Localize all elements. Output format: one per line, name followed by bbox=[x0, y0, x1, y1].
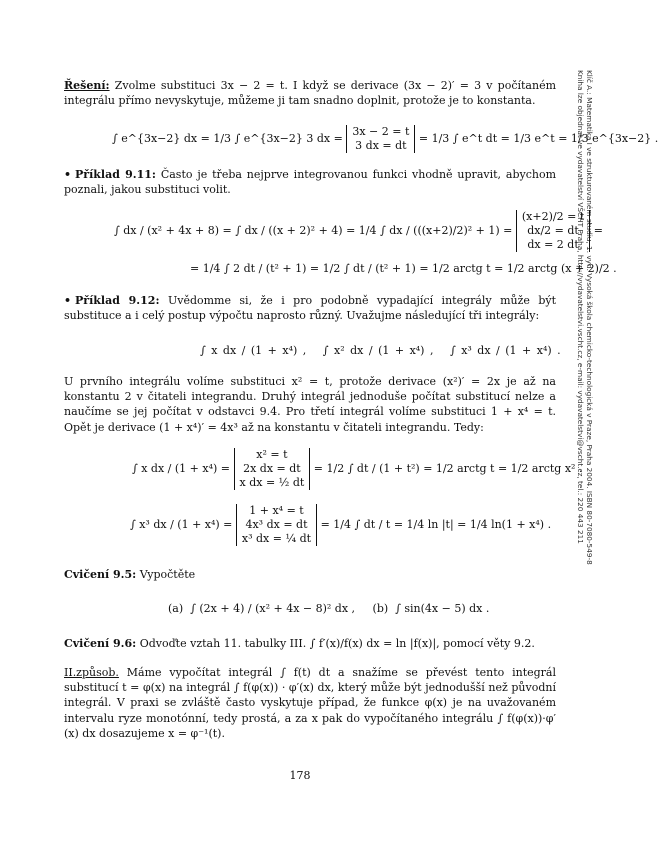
solution-label: Řešení: bbox=[64, 79, 110, 92]
eq4-sub-1: x² = t bbox=[256, 448, 288, 461]
eq5-sub-3: x³ dx = ¼ dt bbox=[241, 532, 312, 545]
exercise-9-5-label: Cvičení 9.5: bbox=[64, 568, 137, 581]
solution-text: Zvolme substituci 3x − 2 = t. I když se derivace (3x − 2)′ = 3 v počítaném integrálu přímo nevyskytuje, můžeme ji tam snadno doplnit, protože je to konstanta. bbox=[64, 79, 557, 108]
method-2-paragraph bbox=[64, 665, 556, 741]
eq4-sub-2: 2x dx = dt bbox=[243, 462, 301, 475]
eq5-substitution bbox=[236, 504, 317, 546]
solution-paragraph bbox=[64, 78, 556, 108]
eq4-substitution bbox=[234, 448, 311, 490]
eq4-rhs: = 1/2 ∫ dt / (1 + t²) = 1/2 arctg t = 1/2 arctg x² . bbox=[313, 462, 583, 475]
eq3-integral-2: ∫ x² dx / (1 + x⁴) , bbox=[322, 344, 434, 357]
eq1-sub-bottom: 3 dx = dt bbox=[355, 139, 407, 152]
eq1-substitution bbox=[346, 125, 415, 153]
exercise-9-5-a-label: (a) bbox=[168, 602, 184, 615]
citation-line-2: Kniha lze objednat ve vydavatelství VŠCHT Praha, http://vydavatelstvi.vscht.cz, e-mail: vydavatelstvi@vscht.cz, tel.: 220 443 211 bbox=[576, 70, 585, 544]
eq5-lhs: ∫ x³ dx / (1 + x⁴) = bbox=[130, 518, 233, 531]
equation-2-line-1 bbox=[114, 206, 603, 256]
citation-line-1: Klíč A.: Matematika I ve strukturovaném studiu, 1. vyd. Vysoká škola chemicko-technologická v Praze, Praha 2004. ISBN 80-7080-549-8 bbox=[585, 70, 594, 565]
eq1-sub-top: 3x − 2 = t bbox=[352, 125, 410, 138]
equation-3 bbox=[200, 335, 561, 367]
exercise-9-5-b-expr: ∫ sin(4x − 5) dx . bbox=[395, 602, 490, 615]
example-9-12-label: Příklad 9.12: bbox=[75, 294, 160, 307]
eq3-integral-1: ∫ x dx / (1 + x⁴) , bbox=[200, 344, 307, 357]
equation-5 bbox=[130, 502, 551, 548]
page-number: 178 bbox=[289, 769, 311, 782]
eq1-lhs: ∫ e^{3x−2} dx = 1/3 ∫ e^{3x−2} 3 dx = bbox=[112, 132, 343, 145]
eq4-lhs: ∫ x dx / (1 + x⁴) = bbox=[132, 462, 230, 475]
eq2-line1-end: = bbox=[593, 224, 603, 237]
example-9-11-text: Často je třeba nejprve integrovanou funkci vhodně upravit, abychom poznali, jakou substituci volit. bbox=[64, 168, 557, 197]
eq2-substitution bbox=[516, 210, 590, 252]
exercise-9-5-text: Vypočtěte bbox=[139, 568, 196, 581]
equation-4 bbox=[132, 446, 582, 492]
method-2-text: Máme vypočítat integrál ∫ f(t) dt a snažíme se převést tento integrál substitucí t = φ(x) na integrál ∫ f(φ(x)) · φ′(x) dx, který může být jednodušší než původní integrál. V praxi se zvláště často vyskytuje případ, že funkce φ(x) je na uvažovaném intervalu ryze monotónní, tedy prostá, a za x pak do vypočítaného integrálu ∫ f(φ(x))·φ′(x) dx dosazujeme x = φ⁻¹(t). bbox=[64, 666, 557, 740]
method-2-label: II.způsob. bbox=[64, 666, 119, 679]
eq2-sub-1: (x+2)/2 = t bbox=[521, 210, 585, 223]
first-integral-text: U prvního integrálu volíme substituci x² = t, protože derivace (x²)′ = 2x je až na konstantu 2 v čitateli integrandu. Druhý integrál jednoduše počítat substitucí nelze a naučíme se jej počítat v odstavci 9.4. Pro třetí integrál volíme substituci 1 + x⁴ = t. Opět je derivace (1 + x⁴)′ = 4x³ až na konstantu v čitateli integrandu. Tedy: bbox=[64, 375, 556, 434]
exercise-9-5-paragraph bbox=[64, 567, 556, 582]
example-9-11-label: Příklad 9.11: bbox=[75, 168, 156, 181]
eq2-line2: = 1/4 ∫ 2 dt / (t² + 1) = 1/2 ∫ dt / (t² + 1) = 1/2 arctg t = 1/2 arctg (x + 2)/2 . bbox=[190, 262, 617, 275]
eq1-rhs: = 1/3 ∫ e^t dt = 1/3 e^t = 1/3 e^{3x−2} . bbox=[418, 132, 658, 145]
example-9-11-paragraph: • Příklad 9.11: Často je třeba nejprve integrovanou funkci vhodně upravit, abychom poznali, jakou substituci volit. bbox=[64, 168, 557, 197]
exercise-9-5-items bbox=[168, 594, 489, 624]
exercise-9-5-a-expr: ∫ (2x + 4) / (x² + 4x − 8)² dx , bbox=[190, 602, 356, 615]
exercise-9-6-text: Odvoďte vztah 11. tabulky III. ∫ f′(x)/f(x) dx = ln |f(x)|, pomocí věty 9.2. bbox=[139, 637, 535, 650]
exercise-9-6-paragraph bbox=[64, 636, 556, 651]
eq5-sub-2: 4x³ dx = dt bbox=[245, 518, 308, 531]
eq4-sub-3: x dx = ½ dt bbox=[239, 476, 305, 489]
eq2-line1-b: = ∫ dx / ((x + 2)² + 4) = 1/4 ∫ dx / (((x+2)/2)² + 1) = bbox=[222, 224, 513, 237]
exercise-9-6-label: Cvičení 9.6: bbox=[64, 637, 137, 650]
equation-2-line-2 bbox=[190, 258, 617, 280]
eq5-sub-1: 1 + x⁴ = t bbox=[249, 504, 304, 517]
eq5-rhs: = 1/4 ∫ dt / t = 1/4 ln |t| = 1/4 ln(1 + x⁴) . bbox=[320, 518, 552, 531]
eq2-sub-2: dx/2 = dt bbox=[527, 224, 579, 237]
example-9-12-paragraph: • Příklad 9.12: Uvědomme si, že i pro podobně vypadající integrály může být substituce a i celý postup výpočtu naprosto různý. Uvažujme následující tři integrály: bbox=[64, 294, 557, 323]
exercise-9-5-b-label: (b) bbox=[372, 602, 389, 615]
eq3-integral-3: ∫ x³ dx / (1 + x⁴) . bbox=[449, 344, 561, 357]
eq2-line1-a: ∫ dx / (x² + 4x + 8) bbox=[114, 224, 219, 237]
example-9-12-text: Uvědomme si, že i pro podobně vypadající integrály může být substituce a i celý postup výpočtu naprosto různý. Uvažujme následující tři integrály: bbox=[64, 294, 557, 323]
first-integral-paragraph bbox=[64, 374, 556, 435]
eq2-sub-3: dx = 2 dt bbox=[527, 238, 579, 251]
equation-1 bbox=[112, 122, 658, 156]
